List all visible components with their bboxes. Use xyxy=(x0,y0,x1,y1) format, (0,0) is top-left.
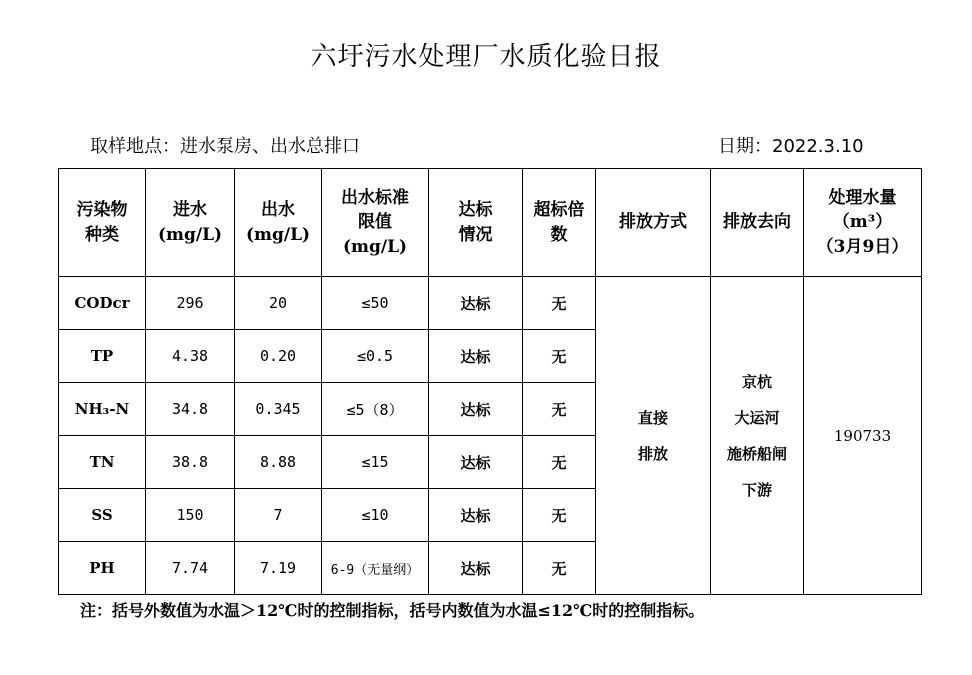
treated-volume: 190733 xyxy=(804,277,922,595)
pollutant-name: SS xyxy=(59,489,146,542)
limit-value: 6-9（无量纲） xyxy=(322,542,429,595)
compliance-status: 达标 xyxy=(429,489,523,542)
exceed-value: 无 xyxy=(523,330,596,383)
header-row xyxy=(59,169,922,277)
footnote: 注：括号外数值为水温＞12℃时的控制指标，括号内数值为水温≤12℃时的控制指标。 xyxy=(80,601,705,620)
exceed-value: 无 xyxy=(523,277,596,330)
report-title: 六圩污水处理厂水质化验日报 xyxy=(310,42,662,72)
discharge-method-line: 直接 xyxy=(637,408,668,427)
header-inflow xyxy=(146,169,235,277)
inflow-value: 34.8 xyxy=(146,383,235,436)
header-exceed xyxy=(523,169,596,277)
exceed-value: 无 xyxy=(523,383,596,436)
outflow-value: 20 xyxy=(235,277,322,330)
header-limit xyxy=(322,169,429,277)
header-outflow xyxy=(235,169,322,277)
exceed-value: 无 xyxy=(523,436,596,489)
compliance-status: 达标 xyxy=(429,383,523,436)
outflow-value: 8.88 xyxy=(235,436,322,489)
header-line: 情况 xyxy=(458,224,493,245)
exceed-value: 无 xyxy=(523,542,596,595)
header-pollutant xyxy=(59,169,146,277)
discharge-dest-line: 施桥船闸 xyxy=(726,444,787,463)
header-discharge-dest: 排放去向 xyxy=(711,169,804,277)
header-line: 进水 xyxy=(173,199,207,220)
header-discharge-method: 排放方式 xyxy=(596,169,711,277)
header-line: (mg/L) xyxy=(157,224,223,245)
compliance-status: 达标 xyxy=(429,330,523,383)
inflow-value: 4.38 xyxy=(146,330,235,383)
limit-value: ≤5（8） xyxy=(322,383,429,436)
header-line: (mg/L) xyxy=(342,236,408,257)
header-line: 达标 xyxy=(458,199,493,220)
discharge-dest-line: 京杭 xyxy=(741,372,772,391)
limit-value: ≤10 xyxy=(322,489,429,542)
discharge-dest-line: 下游 xyxy=(741,480,772,499)
compliance-status: 达标 xyxy=(429,542,523,595)
outflow-value: 0.20 xyxy=(235,330,322,383)
compliance-status: 达标 xyxy=(429,436,523,489)
table-row xyxy=(59,277,922,330)
pollutant-name: NH₃-N xyxy=(59,383,146,436)
inflow-value: 7.74 xyxy=(146,542,235,595)
inflow-value: 150 xyxy=(146,489,235,542)
header-line: （m³） xyxy=(832,212,893,233)
discharge-dest-line: 大运河 xyxy=(734,408,780,427)
inflow-value: 38.8 xyxy=(146,436,235,489)
water-quality-table xyxy=(58,168,922,595)
header-line: 数 xyxy=(550,224,568,245)
header-line: （3月9日） xyxy=(816,236,909,257)
inflow-value: 296 xyxy=(146,277,235,330)
discharge-method-line: 排放 xyxy=(637,444,668,463)
discharge-method-cell xyxy=(596,277,711,595)
header-line: 污染物 xyxy=(76,199,128,220)
limit-value: ≤50 xyxy=(322,277,429,330)
limit-value: ≤0.5 xyxy=(322,330,429,383)
header-line: 出水 xyxy=(261,199,295,220)
header-compliance xyxy=(429,169,523,277)
outflow-value: 0.345 xyxy=(235,383,322,436)
header-line: 种类 xyxy=(85,224,119,245)
header-volume xyxy=(804,169,922,277)
outflow-value: 7 xyxy=(235,489,322,542)
header-line: 超标倍 xyxy=(533,199,585,220)
pollutant-name: TP xyxy=(59,330,146,383)
header-line: 处理水量 xyxy=(828,187,897,208)
pollutant-name: CODcr xyxy=(59,277,146,330)
pollutant-name: PH xyxy=(59,542,146,595)
header-line: 出水标准 xyxy=(341,187,409,208)
outflow-value: 7.19 xyxy=(235,542,322,595)
report-date: 日期：2022.3.10 xyxy=(718,136,864,157)
header-line: (mg/L) xyxy=(245,224,311,245)
header-line: 限值 xyxy=(358,212,392,233)
limit-value: ≤15 xyxy=(322,436,429,489)
pollutant-name: TN xyxy=(59,436,146,489)
sampling-location: 取样地点：进水泵房、出水总排口 xyxy=(90,136,360,157)
discharge-dest-cell xyxy=(711,277,804,595)
compliance-status: 达标 xyxy=(429,277,523,330)
exceed-value: 无 xyxy=(523,489,596,542)
